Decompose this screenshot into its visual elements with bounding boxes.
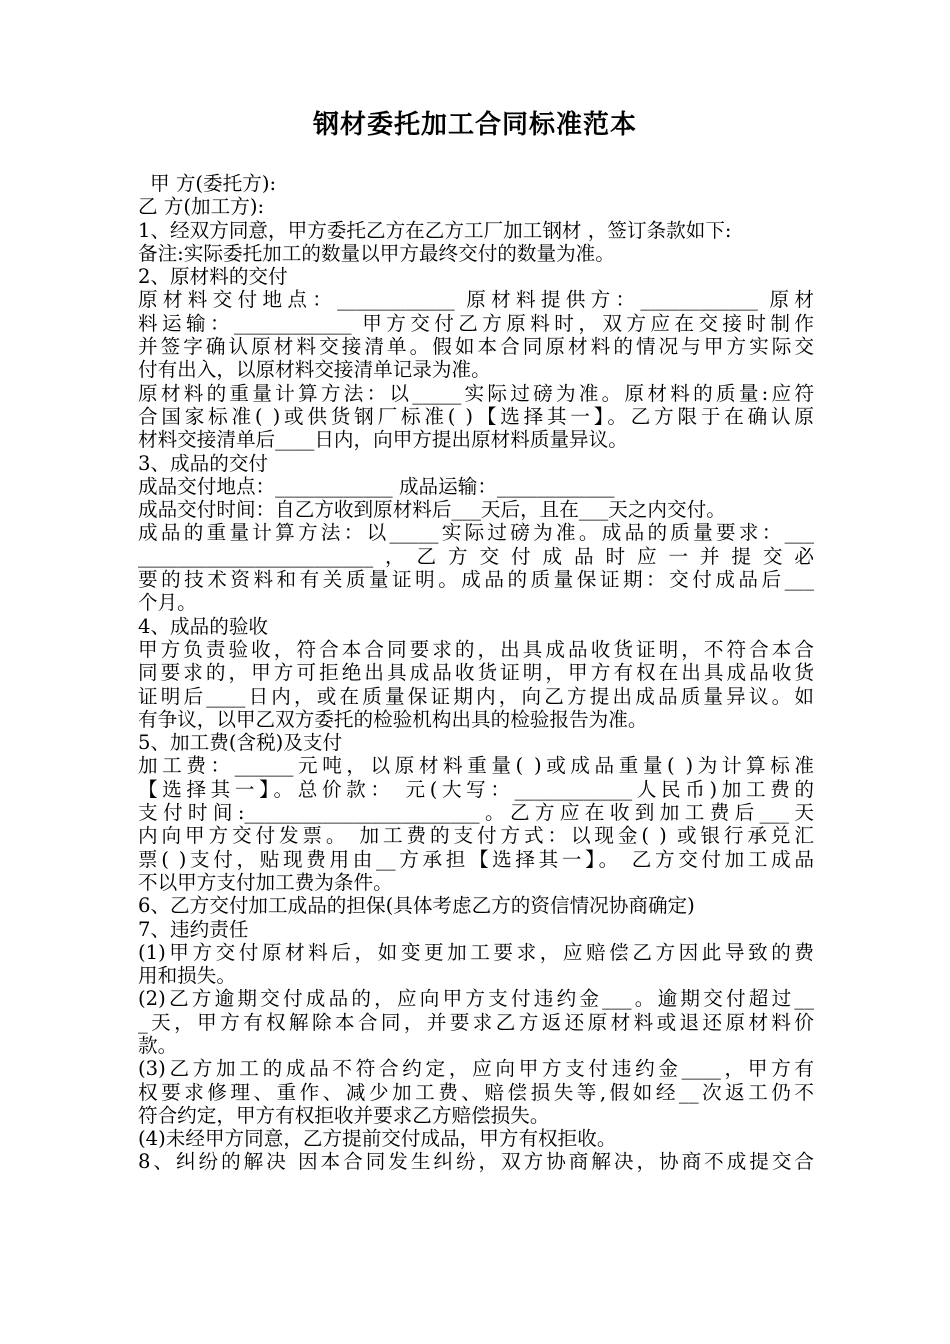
paragraph-line: ________________________，乙方交付成品时应一并提交必	[138, 544, 814, 568]
paragraph-line: 用和损失。	[138, 964, 236, 988]
paragraph-line: 同要求的，甲方可拒绝出具成品收货证明，甲方有权在出具成品收货	[138, 661, 814, 685]
section-heading-4: 4、成品的验收	[138, 614, 269, 638]
paragraph-line: 材料交接清单后____日内，向甲方提出原材料质量异议。	[138, 428, 628, 452]
document-body	[138, 172, 814, 1174]
paragraph-line: 个月。	[138, 591, 197, 615]
section-heading-3: 3、成品的交付	[138, 451, 269, 475]
paragraph-line: 料运输：____________ 甲方交付乙方原料时，双方应在交接时制作	[138, 311, 814, 335]
paragraph-line: 付有出入，以原材料交接清单记录为准。	[138, 358, 491, 382]
paragraph-line: 【选择其一】。总价款： 元(大写：____________人民币)加工费的	[138, 777, 814, 801]
section-heading-6: 6、乙方交付加工成品的担保(具体考虑乙方的资信情况协商确定)	[138, 894, 695, 918]
paragraph-line: _天，甲方有权解除本合同，并要求乙方返还原材料或退还原材料价	[138, 1010, 814, 1034]
paragraph-line: (4)未经甲方同意，乙方提前交付成品，甲方有权拒收。	[138, 1127, 617, 1151]
document-title: 钢材委托加工合同标准范本	[312, 110, 637, 140]
party-b-line: 乙 方(加工方):	[138, 195, 265, 219]
paragraph-line: 成品交付时间：自乙方收到原材料后___天后，且在___天之内交付。	[138, 498, 726, 522]
paragraph-line: 并签字确认原材料交接清单。假如本合同原材料的情况与甲方实际交	[138, 335, 814, 359]
paragraph-line: 甲方负责验收，符合本合同要求的，出具成品收货证明，不符合本合	[138, 637, 814, 661]
section-heading-2: 2、原材料的交付	[138, 265, 288, 289]
section-heading-7: 7、违约责任	[138, 917, 249, 941]
paragraph-line: 原材料交付地点：____________ 原材料提供方：____________ 原材	[138, 288, 814, 312]
paragraph-line: 合国家标准( )或供货钢厂标准( )【选择其一】。乙方限于在确认原	[138, 404, 814, 428]
section-heading-5: 5、加工费(含税)及支付	[138, 731, 343, 755]
paragraph-line: 不以甲方支付加工费为条件。	[138, 870, 393, 894]
paragraph-line: 要的技术资料和有关质量证明。成品的质量保证期：交付成品后___	[138, 568, 814, 592]
paragraph-line: (2)乙方逾期交付成品的，应向甲方支付违约金___。逾期交付超过__	[138, 987, 814, 1011]
paragraph-line: (3)乙方加工的成品不符合约定，应向甲方支付违约金____，甲方有	[138, 1057, 814, 1081]
clause-1-note-line: 备注:实际委托加工的数量以甲方最终交付的数量为准。	[138, 241, 615, 265]
paragraph-line: 符合约定，甲方有权拒收并要求乙方赔偿损失。	[138, 1103, 550, 1127]
paragraph-line: 加工费：______元吨，以原材料重量( )或成品重量( )为计算标准	[138, 754, 814, 778]
paragraph-line: 证明后____日内，或在质量保证期内，向乙方提出成品质量异议。如	[138, 684, 814, 708]
party-a-line: 甲 方(委托方):	[150, 172, 277, 195]
section-heading-8: 8、纠纷的解决 因本合同发生纠纷，双方协商解决，协商不成提交合	[138, 1150, 814, 1174]
paragraph-line: 支付时间:________________________。乙方应在收到加工费后___天	[138, 801, 814, 825]
paragraph-line: 原材料的重量计算方法：以_____实际过磅为准。原材料的质量:应符	[138, 381, 814, 405]
paragraph-line: 成品交付地点：____________ 成品运输：____________	[138, 474, 615, 498]
paragraph-line: 权要求修理、重作、减少加工费、赔偿损失等,假如经__次返工仍不	[138, 1080, 814, 1104]
paragraph-line: 款。	[138, 1033, 178, 1057]
paragraph-line: 票( )支付，贴现费用由__方承担【选择其一】。 乙方交付加工成品	[138, 847, 814, 871]
paragraph-line: 成品的重量计算方法：以_____实际过磅为准。成品的质量要求：___	[138, 521, 814, 545]
paragraph-line: (1)甲方交付原材料后，如变更加工要求，应赔偿乙方因此导致的费	[138, 940, 814, 964]
paragraph-line: 有争议，以甲乙双方委托的检验机构出具的检验报告为准。	[138, 707, 648, 731]
paragraph-line: 内向甲方交付发票。 加工费的支付方式：以现金( ) 或银行承兑汇	[138, 824, 814, 848]
clause-1-line: 1、经双方同意，甲方委托乙方在乙方工厂加工钢材 ，签订条款如下:	[138, 218, 732, 242]
